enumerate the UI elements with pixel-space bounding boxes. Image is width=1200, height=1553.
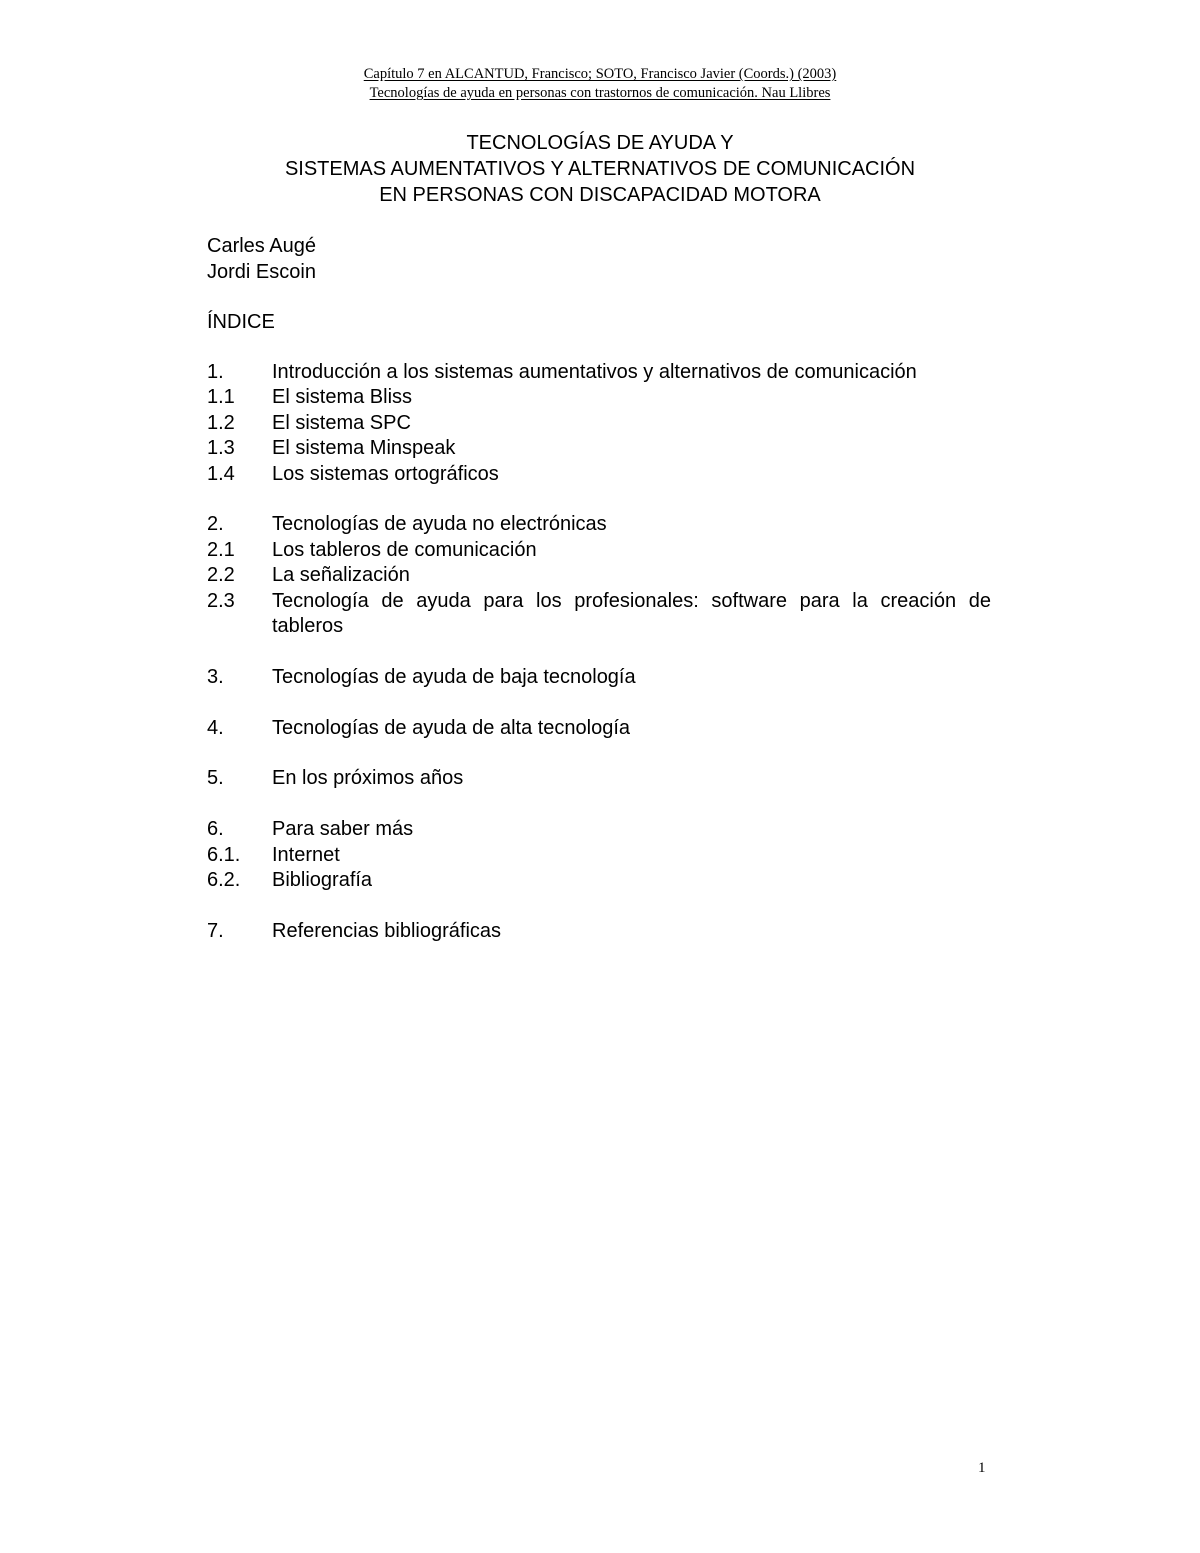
page-number: 1 [978, 1460, 986, 1476]
toc-group-spacer [207, 487, 991, 512]
toc-entry-number: 6. [207, 818, 224, 841]
toc-group-spacer [207, 741, 991, 766]
toc-entry-number: 2.3 [207, 589, 235, 612]
toc-entry-title: Tecnologías de ayuda no electrónicas [272, 513, 607, 536]
title-line-2: SISTEMAS AUMENTATIVOS Y ALTERNATIVOS DE COMUNICACIÓN [284, 158, 916, 180]
toc-entry-title: Tecnología de ayuda para los profesionales: software para la creación de tableros [272, 589, 991, 638]
toc-entry-number: 5. [207, 767, 224, 790]
toc-entry [207, 436, 991, 461]
toc-entry-number: 6.2. [207, 869, 241, 892]
toc-entry-title: Los tableros de comunicación [272, 538, 537, 561]
toc-entry-title: Introducción a los sistemas aumentativos y alternativos de comunicación [272, 361, 917, 383]
document-title [0, 130, 1200, 208]
toc-entry-title: Bibliografía [272, 869, 373, 892]
toc-group-spacer [207, 690, 991, 715]
toc-entry-number: 1.1 [207, 386, 235, 409]
toc-entry-title: Los sistemas ortográficos [272, 462, 499, 485]
index-heading: ÍNDICE [207, 311, 275, 333]
toc-group-spacer [207, 792, 991, 817]
toc-entry-number: 6.1. [207, 843, 241, 866]
toc-entry [207, 385, 991, 410]
toc-group-spacer [207, 639, 991, 664]
toc-entry-title: El sistema SPC [272, 411, 411, 434]
toc-entry-number: 1.3 [207, 437, 235, 460]
title-line-1: TECNOLOGÍAS DE AYUDA Y [466, 132, 734, 154]
toc-entry [207, 919, 991, 944]
toc-entry [207, 563, 991, 588]
toc-entry [207, 843, 991, 868]
toc-entry-title: Tecnologías de ayuda de baja tecnología [272, 665, 636, 688]
toc-entry-title: El sistema Bliss [272, 386, 413, 409]
toc-entry [207, 411, 991, 436]
toc-entry-number: 1.4 [207, 462, 235, 485]
toc-entry [207, 716, 991, 741]
toc-entry-title: En los próximos años [272, 767, 464, 790]
toc-entry [207, 665, 991, 690]
toc-entry-title: Para saber más [272, 818, 414, 841]
running-header [0, 65, 1200, 103]
toc-entry [207, 868, 991, 893]
toc-entry-title: El sistema Minspeak [272, 437, 456, 460]
toc-entry-number: 2.2 [207, 564, 235, 587]
toc-entry [207, 589, 991, 640]
toc-entry-number: 1.2 [207, 411, 235, 434]
toc-entry-title: Tecnologías de ayuda de alta tecnología [272, 716, 631, 739]
toc-entry [207, 512, 991, 537]
toc-entry [207, 766, 991, 791]
toc-entry-number: 4. [207, 716, 224, 739]
toc-entry-title: Referencias bibliográficas [272, 919, 502, 942]
toc-group-spacer [207, 893, 991, 918]
toc-entry-number: 1. [207, 361, 224, 383]
toc-entry-title: La señalización [272, 564, 410, 587]
toc-entry [207, 817, 991, 842]
toc-entry [207, 538, 991, 563]
toc-entry-number: 2.1 [207, 538, 235, 561]
toc-entry-number: 3. [207, 665, 224, 688]
author-name: Jordi Escoin [207, 261, 316, 283]
toc-entry-title: Internet [272, 843, 340, 866]
header-citation-line: Capítulo 7 en ALCANTUD, Francisco; SOTO, Francisco Javier (Coords.) (2003) [363, 66, 837, 82]
header-book-title-line: Tecnologías de ayuda en personas con trastornos de comunicación. Nau Llibres [369, 85, 831, 101]
toc-entry-number: 2. [207, 513, 224, 536]
author-list [207, 233, 316, 285]
table-of-contents [207, 360, 991, 944]
toc-entry-number: 7. [207, 919, 224, 942]
toc-entry [207, 360, 991, 385]
title-line-3: EN PERSONAS CON DISCAPACIDAD MOTORA [379, 184, 821, 206]
toc-entry [207, 462, 991, 487]
author-name: Carles Augé [207, 235, 316, 257]
